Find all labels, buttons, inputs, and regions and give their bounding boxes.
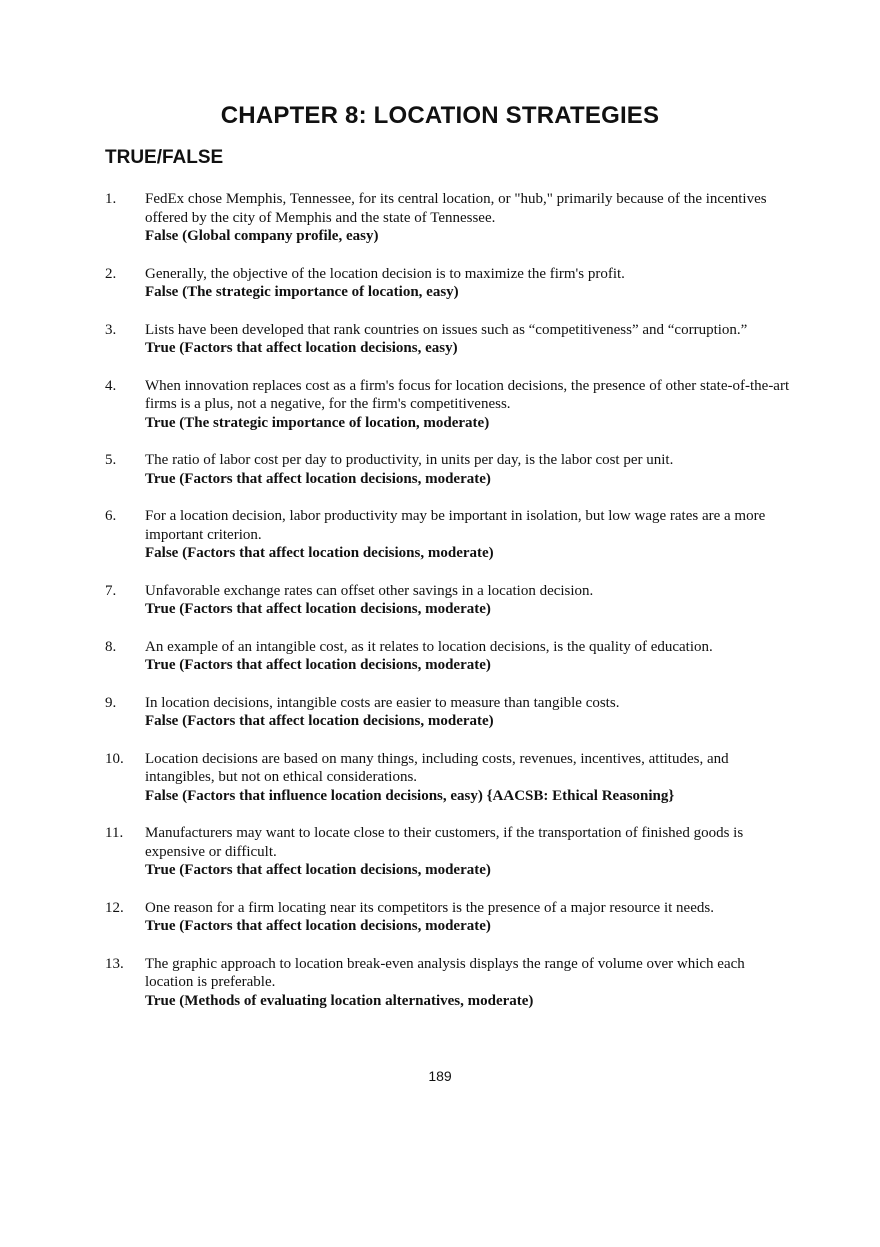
question-text: FedEx chose Memphis, Tennessee, for its central location, or "hub," primarily because of the incentives offered by the city of Memphis and the state of Tennessee. xyxy=(145,191,767,226)
question-item xyxy=(105,451,795,488)
question-number: 3. xyxy=(105,321,117,338)
question-text: For a location decision, labor productivity may be important in isolation, but low wage rates are a more important criterion. xyxy=(145,508,766,543)
question-text: In location decisions, intangible costs are easier to measure than tangible costs. xyxy=(145,694,620,711)
question-answer: False (Factors that affect location decisions, moderate) xyxy=(145,545,494,561)
question-answer: False (The strategic importance of location, easy) xyxy=(145,284,459,300)
section-title: TRUE/FALSE xyxy=(105,147,224,168)
question-item xyxy=(105,582,795,619)
question-item xyxy=(105,265,795,302)
question-item xyxy=(105,377,795,433)
question-number: 12. xyxy=(105,899,124,916)
question-answer: True (Factors that affect location decisions, moderate) xyxy=(145,918,491,934)
question-list xyxy=(105,190,795,1029)
question-number: 8. xyxy=(105,638,117,655)
question-answer: True (Factors that affect location decisions, moderate) xyxy=(145,601,491,617)
question-text: An example of an intangible cost, as it relates to location decisions, is the quality of education. xyxy=(145,638,713,655)
question-text: One reason for a firm locating near its competitors is the presence of a major resource it needs. xyxy=(145,899,714,916)
question-number: 5. xyxy=(105,452,117,468)
question-answer: False (Global company profile, easy) xyxy=(145,228,379,244)
question-number: 10. xyxy=(105,750,124,767)
question-answer: True (Factors that affect location decisions, moderate) xyxy=(145,470,491,487)
question-item xyxy=(105,321,795,358)
question-number: 11. xyxy=(105,825,124,841)
question-answer: True (The strategic importance of location, moderate) xyxy=(145,414,490,431)
question-text: Generally, the objective of the location decision is to maximize the firm's profit. xyxy=(145,265,625,282)
question-number: 9. xyxy=(105,694,117,711)
question-item xyxy=(105,190,795,246)
question-answer: False (Factors that influence location decisions, easy) {AACSB: Ethical Reasoning} xyxy=(145,787,675,804)
question-number: 4. xyxy=(105,377,117,394)
question-text: The ratio of labor cost per day to productivity, in units per day, is the labor cost per unit. xyxy=(145,452,674,468)
question-item xyxy=(105,507,795,563)
question-number: 2. xyxy=(105,265,117,282)
question-text: The graphic approach to location break-even analysis displays the range of volume over which each location is preferable. xyxy=(145,955,745,990)
question-text: Manufacturers may want to locate close to their customers, if the transportation of finished goods is expensive or difficult. xyxy=(145,825,744,860)
question-number: 7. xyxy=(105,582,117,599)
question-number: 1. xyxy=(105,191,117,207)
question-text: Unfavorable exchange rates can offset other savings in a location decision. xyxy=(145,582,594,599)
question-answer: True (Methods of evaluating location alternatives, moderate) xyxy=(145,992,534,1009)
question-answer: False (Factors that affect location decisions, moderate) xyxy=(145,713,494,729)
question-answer: True (Factors that affect location decisions, moderate) xyxy=(145,657,491,673)
question-item xyxy=(105,955,795,1011)
question-number: 6. xyxy=(105,508,117,524)
question-item xyxy=(105,824,795,880)
question-item xyxy=(105,750,795,806)
question-item xyxy=(105,899,795,936)
question-item xyxy=(105,694,795,731)
question-item xyxy=(105,638,795,675)
chapter-title: CHAPTER 8: LOCATION STRATEGIES xyxy=(220,102,660,129)
question-number: 13. xyxy=(105,955,124,972)
question-answer: True (Factors that affect location decisions, moderate) xyxy=(145,862,491,878)
question-text: When innovation replaces cost as a firm's focus for location decisions, the presence of other state-of-the-art firms is a plus, not a negative, for the firm's competitiveness. xyxy=(145,377,790,412)
question-answer: True (Factors that affect location decisions, easy) xyxy=(145,340,458,356)
question-text: Location decisions are based on many things, including costs, revenues, incentives, attitudes, and intangibles, but not on ethical considerations. xyxy=(145,750,729,785)
page-number: 189 xyxy=(428,1068,452,1084)
question-text: Lists have been developed that rank countries on issues such as “competitiveness” and “corruption.” xyxy=(145,321,748,338)
